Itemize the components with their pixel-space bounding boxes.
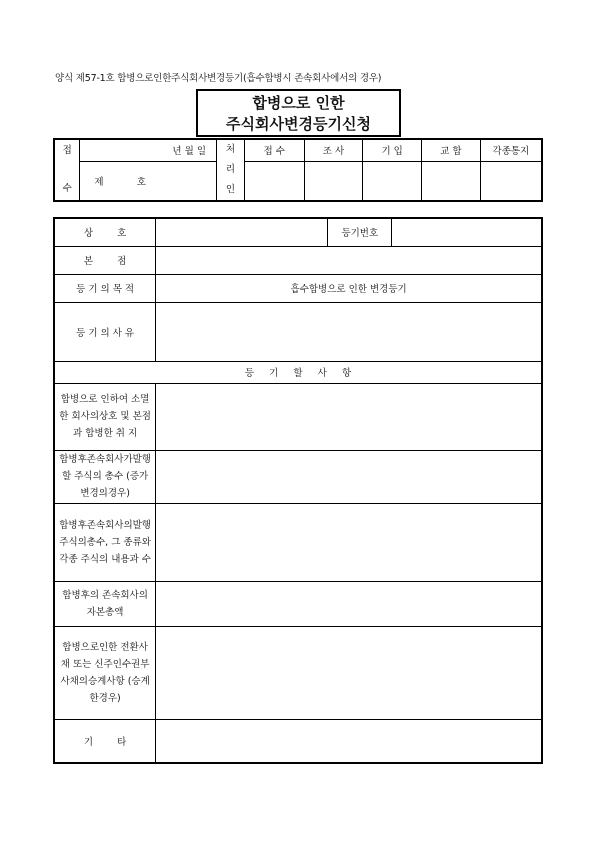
gyohap-stamp-cell[interactable] [422, 161, 481, 201]
receipt-date-field[interactable]: 년 월 일 [80, 139, 217, 161]
receipt-label-cell [54, 139, 80, 201]
purpose-value[interactable]: 흡수합병으로 인한 변경등기 [156, 274, 542, 302]
application-table [53, 217, 543, 764]
reg-number-input[interactable] [392, 218, 542, 246]
purpose-label: 등 기 의 목 적 [54, 274, 156, 302]
josa-stamp-cell[interactable] [304, 161, 363, 201]
receipt-number-field[interactable]: 제 호 [80, 161, 217, 201]
title-line-2: 주식회사변경등기신청 [226, 115, 371, 133]
processor-cheo: 처 [225, 144, 236, 155]
bond-succession-label: 합병으로인한 전환사채 또는 신주인수권부사채의승계사항 (승계한경우) [54, 626, 156, 719]
bonjeom-label: 본 점 [54, 246, 156, 274]
etc-input[interactable] [156, 719, 542, 763]
processor-label-cell [217, 139, 245, 201]
bond-succession-input[interactable] [156, 626, 542, 719]
col-jeopsu: 접 수 [244, 139, 304, 161]
merged-company-input[interactable] [156, 383, 542, 450]
reason-label: 등 기 의 사 유 [54, 302, 156, 361]
form-number-label: 양식 제57-1호 합병으로인한주식회사변경등기(흡수합병시 존속회사에서의 경우) [55, 73, 382, 84]
sangho-label: 상 호 [54, 218, 156, 246]
receipt-su: 수 [62, 183, 72, 194]
reg-number-label: 등기번호 [328, 218, 392, 246]
col-gyohap: 교 합 [422, 139, 481, 161]
issued-shares-label: 합병후존속회사의발행주식의총수, 그 종류와 각종 주식의 내용과 수 [54, 503, 156, 581]
col-gi-ip: 기 입 [363, 139, 422, 161]
capital-total-label: 합병후의 존속회사의 자본총액 [54, 581, 156, 626]
col-gakjong: 각종통지 [480, 139, 542, 161]
processor-in: 인 [225, 184, 236, 195]
capital-total-input[interactable] [156, 581, 542, 626]
reason-input[interactable] [156, 302, 542, 361]
issued-shares-input[interactable] [156, 503, 542, 581]
title-line-1: 합병으로 인한 [252, 94, 345, 112]
processor-ri: 리 [225, 164, 236, 175]
section-header: 등 기 할 사 항 [54, 361, 542, 383]
receipt-jeop: 접 [62, 145, 72, 156]
jeopsu-stamp-cell[interactable] [244, 161, 304, 201]
merged-company-label: 합병으로 인하여 소멸한 회사의상호 및 본점과 합병한 취 지 [54, 383, 156, 450]
gakjong-stamp-cell[interactable] [480, 161, 542, 201]
receipt-table [53, 138, 543, 202]
col-josa: 조 사 [304, 139, 363, 161]
sangho-input[interactable] [156, 218, 328, 246]
form-title [196, 89, 401, 137]
total-authorized-shares-input[interactable] [156, 450, 542, 503]
gi-ip-stamp-cell[interactable] [363, 161, 422, 201]
bonjeom-input[interactable] [156, 246, 542, 274]
etc-label: 기 타 [54, 719, 156, 763]
total-authorized-shares-label: 합병후존속회사가발행할 주식의 총수 (증가 변경의경우) [54, 450, 156, 503]
